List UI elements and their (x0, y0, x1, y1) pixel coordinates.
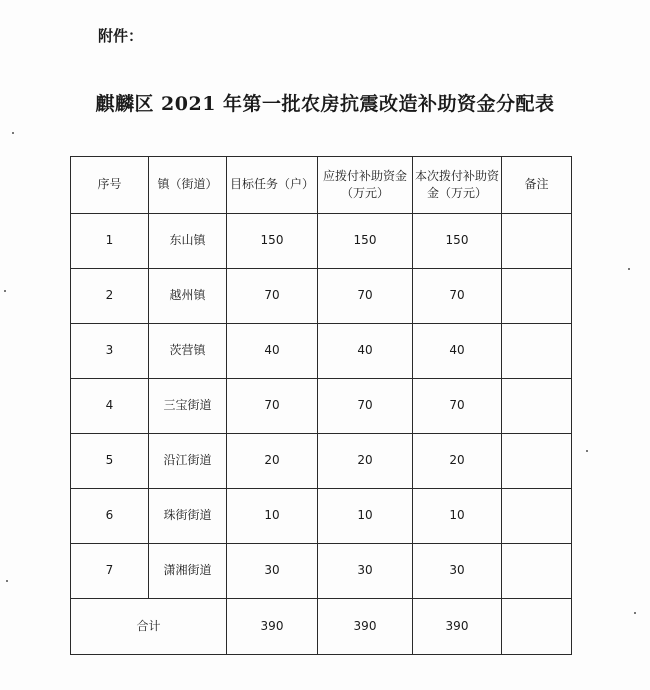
cell-paid: 20 (413, 434, 502, 489)
cell-seq: 7 (71, 544, 149, 599)
cell-seq: 1 (71, 214, 149, 269)
cell-paid: 30 (413, 544, 502, 599)
cell-seq: 2 (71, 269, 149, 324)
cell-paid: 70 (413, 379, 502, 434)
cell-seq: 3 (71, 324, 149, 379)
cell-town: 沿江街道 (149, 434, 227, 489)
cell-due: 40 (318, 324, 413, 379)
page-title: 麒麟区 2021 年第一批农房抗震改造补助资金分配表 (95, 93, 555, 115)
table-row (71, 434, 572, 489)
header-due-funds: 应拨付补助资金（万元） (318, 157, 413, 214)
cell-town: 越州镇 (149, 269, 227, 324)
cell-paid: 150 (413, 214, 502, 269)
table-row (71, 269, 572, 324)
scan-speck (12, 132, 14, 134)
cell-due: 70 (318, 269, 413, 324)
scan-speck (628, 268, 630, 270)
cell-note (502, 489, 572, 544)
table-row (71, 214, 572, 269)
cell-paid: 10 (413, 489, 502, 544)
cell-target: 70 (227, 269, 318, 324)
cell-note (502, 379, 572, 434)
cell-town: 茨营镇 (149, 324, 227, 379)
header-town: 镇（街道） (149, 157, 227, 214)
scan-speck (6, 580, 8, 582)
total-paid: 390 (413, 599, 502, 655)
cell-note (502, 214, 572, 269)
cell-due: 20 (318, 434, 413, 489)
header-note: 备注 (502, 157, 572, 214)
header-seq: 序号 (71, 157, 149, 214)
total-label: 合计 (71, 599, 227, 655)
table-row (71, 544, 572, 599)
total-due: 390 (318, 599, 413, 655)
cell-target: 30 (227, 544, 318, 599)
cell-note (502, 324, 572, 379)
table-header-row (71, 157, 572, 214)
cell-seq: 4 (71, 379, 149, 434)
cell-note (502, 269, 572, 324)
cell-due: 150 (318, 214, 413, 269)
cell-paid: 40 (413, 324, 502, 379)
cell-seq: 5 (71, 434, 149, 489)
cell-target: 40 (227, 324, 318, 379)
cell-note (502, 544, 572, 599)
scan-speck (4, 290, 6, 292)
cell-town: 东山镇 (149, 214, 227, 269)
cell-paid: 70 (413, 269, 502, 324)
cell-target: 70 (227, 379, 318, 434)
header-paid-funds: 本次拨付补助资金（万元） (413, 157, 502, 214)
cell-due: 30 (318, 544, 413, 599)
cell-target: 10 (227, 489, 318, 544)
total-row (71, 599, 572, 655)
table-row (71, 379, 572, 434)
allocation-table (70, 156, 572, 655)
cell-town: 珠街街道 (149, 489, 227, 544)
cell-town: 潇湘街道 (149, 544, 227, 599)
cell-target: 150 (227, 214, 318, 269)
cell-due: 70 (318, 379, 413, 434)
cell-due: 10 (318, 489, 413, 544)
table-row (71, 324, 572, 379)
attachment-label: 附件： (98, 27, 144, 45)
cell-target: 20 (227, 434, 318, 489)
table-row (71, 489, 572, 544)
scan-speck (634, 612, 636, 614)
scan-speck (586, 450, 588, 452)
cell-town: 三宝街道 (149, 379, 227, 434)
header-target: 目标任务（户） (227, 157, 318, 214)
total-note (502, 599, 572, 655)
cell-note (502, 434, 572, 489)
total-target: 390 (227, 599, 318, 655)
cell-seq: 6 (71, 489, 149, 544)
